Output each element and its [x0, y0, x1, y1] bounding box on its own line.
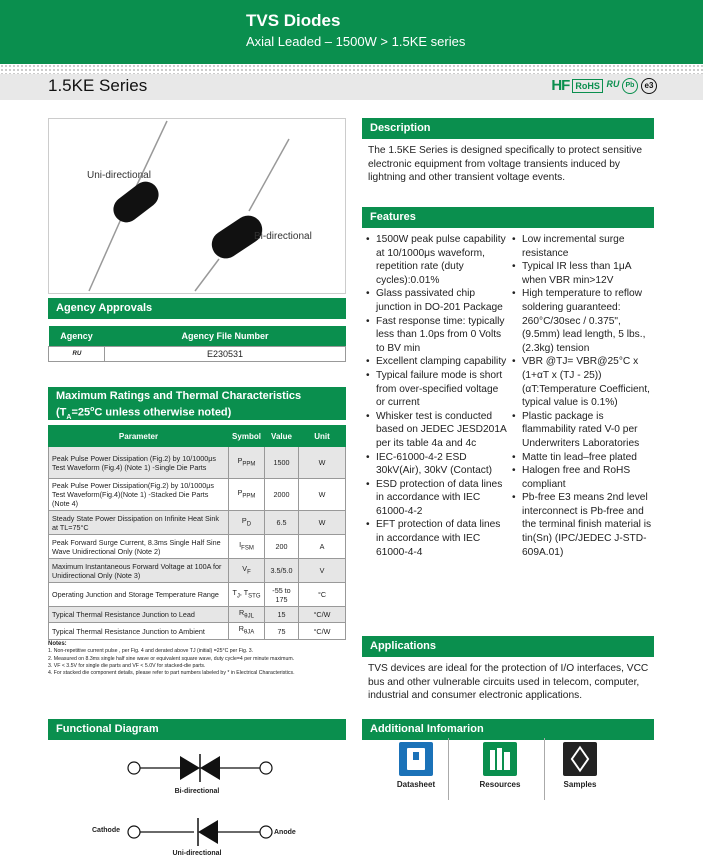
header-title: TVS Diodes	[246, 11, 341, 30]
datasheet-label: Datasheet	[396, 780, 436, 789]
list-item: • Typical IR less than 1μA when VBR min>12V	[512, 260, 656, 287]
ratings-header	[48, 387, 346, 420]
agency-file-number: E230531	[105, 346, 346, 361]
certification-logos	[551, 77, 657, 94]
list-item: • Excellent clamping capability	[366, 355, 508, 369]
notes-heading: Notes:	[48, 641, 67, 647]
list-item: • Whisker test is conducted based on JEDEC JESD201A per its table 4a and 4c	[366, 410, 508, 451]
samples-link[interactable]	[530, 742, 630, 789]
list-item: • Pb-free E3 means 2nd level interconnect is Pb-free and the terminal finish material is tin(Sn) (IPC/JEDEC J-STD-609A.01)	[512, 491, 656, 559]
col-unit: Unit	[299, 426, 346, 447]
table-row: Peak Forward Surge Current, 8.3ms Single Half Sine Wave Unidirectional Only (Note 2) $I_{FSM}$ 200 A	[49, 535, 346, 559]
functional-diagram-header: Functional Diagram	[48, 719, 346, 740]
table-row: Maximum Instantaneous Forward Voltage at 100A for Unidirectional Only (Note 3) $V_F$ 3.5/5.0 V	[49, 559, 346, 583]
bi-directional-diagram-label: Bi-directional	[174, 788, 220, 795]
divider	[448, 738, 449, 800]
agency-approvals-header: Agency Approvals	[48, 298, 346, 319]
table-row: Operating Junction and Storage Temperature Range $T_J$, $T_{STG}$ -55 to 175 °C	[49, 583, 346, 607]
header-subtitle: Axial Leaded – 1500W > 1.5KE series	[246, 34, 466, 49]
additional-info-header: Additional Infomarion	[362, 719, 654, 740]
list-item: • Glass passivated chip junction in DO-201 Package	[366, 287, 508, 314]
features-list-right	[512, 233, 656, 559]
uni-directional-label: Uni-directional	[87, 170, 151, 181]
agency-file-col-header: Agency File Number	[105, 326, 346, 346]
dotted-divider	[0, 64, 703, 74]
col-value: Value	[265, 426, 299, 447]
ul-logo: ᴿᵁ	[605, 78, 619, 93]
e3-logo: e3	[641, 78, 657, 94]
note-item: 3. VF < 3.5V for single die parts and VF < 5.0V for stacked-die parts.	[48, 662, 206, 669]
list-item: • Fast response time: typically less than 1.0ps from 0 Volts to BV min	[366, 315, 508, 356]
ratings-table	[48, 425, 346, 640]
table-row: Typical Thermal Resistance Junction to Lead $R_{\theta JL}$ 15 °C/W	[49, 607, 346, 623]
resources-label: Resources	[479, 780, 521, 789]
list-item: • Typical failure mode is short from over-specified voltage or current	[366, 369, 508, 410]
list-item: • Halogen free and RoHS compliant	[512, 464, 656, 491]
ratings-title: Maximum Ratings and Thermal Characteristics	[56, 390, 302, 402]
description-text: The 1.5KE Series is designed specifically to protect sensitive electronic equipment from voltage transients induced by lightning and other transient voltage events.	[368, 145, 643, 184]
table-row: Peak Pulse Power Dissipation (Fig.2) by 10/1000μs Test Waveform (Fig.4) (Note 1) -Single Die Parts $P_{PPM}$ 1500 W	[49, 447, 346, 479]
features-list-left	[366, 233, 508, 559]
halogen-free-logo: HF	[551, 77, 570, 94]
table-row: Typical Thermal Resistance Junction to Ambient $R_{\theta JA}$ 75 °C/W	[49, 623, 346, 639]
list-item: • Matte tin lead–free plated	[512, 451, 656, 465]
series-bar	[0, 74, 703, 100]
features-header: Features	[362, 207, 654, 228]
resources-icon	[483, 742, 517, 776]
table-row: Peak Pulse Power Dissipation(Fig.2) by 10/1000μs Test Waveform(Fig.4)(Note 1) -Stacked Die Parts (Note 4) $P_{PPM}$ 2000 W	[49, 479, 346, 511]
product-photo	[48, 118, 346, 294]
page-header	[0, 0, 703, 64]
applications-text: TVS devices are ideal for the protection of I/O interfaces, VCC bus and other vulnerable circuits used in telecom, computer, industrial and consumer electronic applications.	[368, 663, 649, 702]
applications-header: Applications	[362, 636, 654, 657]
list-item: • EFT protection of data lines in accordance with IEC 61000-4-4	[366, 518, 508, 559]
samples-label: Samples	[563, 780, 597, 789]
bi-directional-label: Bi-directional	[254, 231, 312, 242]
ratings-subtitle: ($T_A=25^oC$ unless otherwise noted)	[56, 406, 232, 421]
note-item: 2. Measured on 8.3ms single half sine wave or equivalent square wave, duty cycle=4 per minute maximum.	[48, 655, 295, 662]
samples-icon	[563, 742, 597, 776]
col-parameter: Parameter	[49, 426, 229, 447]
list-item: • ESD protection of data lines in accordance with IEC 61000-4-2	[366, 478, 508, 519]
table-row: Steady State Power Dissipation on Infinite Heat Sink at TL=75°C $P_D$ 6.5 W	[49, 511, 346, 535]
note-item: 4. For stacked die component details, please refer to part numbers labeled by * in Electrical Characteristics.	[48, 670, 295, 677]
rohs-logo: RoHS	[572, 79, 603, 93]
list-item: • VBR @TJ= VBR@25°C x (1+αT x (TJ - 25)) (αT:Temperature Coefficient, typical value is 0.1%)	[512, 355, 656, 409]
series-title: 1.5KE Series	[48, 76, 148, 95]
list-item: • High temperature to reflow soldering guaranteed: 260°C/30sec / 0.375",(9.5mm) lead length, 5 lbs., (2.3kg) tension	[512, 287, 656, 355]
list-item: • Plastic package is flammability rated V-0 per Underwriters Laboratories	[512, 410, 656, 451]
description-header: Description	[362, 118, 654, 139]
diode-illustration	[49, 119, 345, 293]
col-symbol: Symbol	[229, 426, 265, 447]
uni-directional-diagram-label: Uni-directional	[172, 850, 222, 857]
list-item: • 1500W peak pulse capability at 10/1000μs waveform, repetition rate (duty cycles):0.01%	[366, 233, 508, 287]
note-item: 1. Non-repetitive current pulse , per Fig. 4 and derated above TJ (initial) =25°C per Fig. 3.	[48, 648, 254, 655]
agency-col-header: Agency	[49, 326, 105, 346]
ul-agency-icon: ᴿᵁ	[49, 346, 105, 361]
pb-free-logo: Pb	[622, 78, 638, 94]
cathode-label: Cathode	[92, 827, 120, 834]
list-item: • IEC-61000-4-2 ESD 30kV(Air), 30kV (Contact)	[366, 451, 508, 478]
datasheet-icon	[399, 742, 433, 776]
notes	[48, 641, 346, 677]
agency-table	[48, 326, 346, 362]
functional-diagram	[48, 744, 346, 864]
anode-label: Anode	[274, 829, 296, 836]
list-item: • Low incremental surge resistance	[512, 233, 656, 260]
